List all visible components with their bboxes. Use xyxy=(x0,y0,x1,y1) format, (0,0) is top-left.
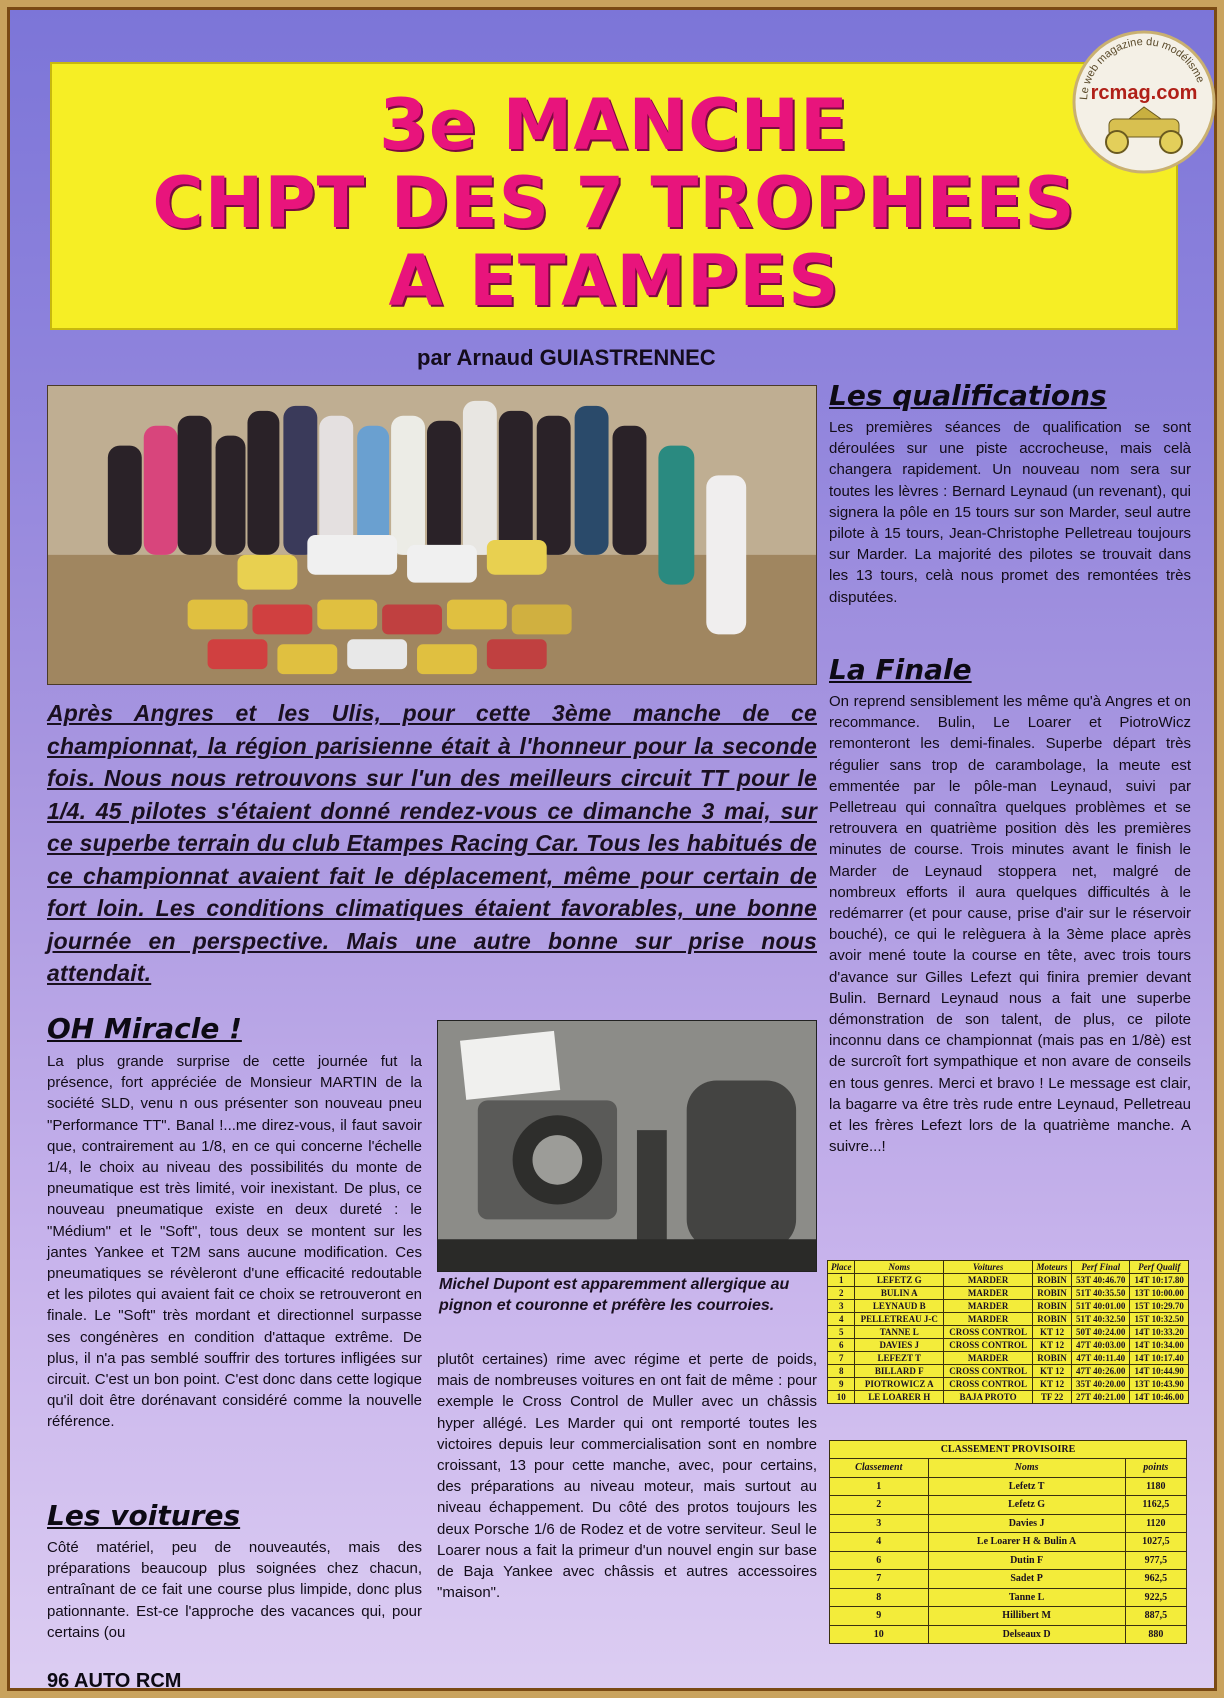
table-cell: MARDER xyxy=(944,1313,1033,1326)
standings-table xyxy=(829,1440,1187,1644)
table-cell: 9 xyxy=(828,1378,855,1391)
table-cell: MARDER xyxy=(944,1274,1033,1287)
table-cell: 51T 40:01.00 xyxy=(1071,1300,1130,1313)
table-cell: MARDER xyxy=(944,1287,1033,1300)
table-row xyxy=(828,1313,1189,1326)
table-cell: 15T 10:29.70 xyxy=(1130,1300,1189,1313)
table-row xyxy=(830,1533,1187,1552)
table-cell: 10 xyxy=(828,1391,855,1404)
table-cell: 962,5 xyxy=(1125,1570,1186,1589)
table-row xyxy=(828,1326,1189,1339)
table-cell: Hillibert M xyxy=(928,1607,1125,1626)
table-cell: DAVIES J xyxy=(855,1339,944,1352)
table-cell: 51T 40:35.50 xyxy=(1071,1287,1130,1300)
table-cell: 1 xyxy=(830,1477,929,1496)
table-cell: CROSS CONTROL xyxy=(944,1339,1033,1352)
table-cell: BILLARD F xyxy=(855,1365,944,1378)
svg-text:Le web magazine du modélisme: Le web magazine du modélisme xyxy=(1077,35,1207,101)
table-cell: 922,5 xyxy=(1125,1588,1186,1607)
table-cell: 10 xyxy=(830,1625,929,1644)
table-cell: 13T 10:43.90 xyxy=(1130,1378,1189,1391)
table-cell: 9 xyxy=(830,1607,929,1626)
article-title xyxy=(52,86,1176,320)
byline: par Arnaud GUIASTRENNEC xyxy=(417,345,716,370)
voitures-text-continued: plutôt certaines) rime avec régime et perte de poids, mais de nombreuses voitures en ont fait de même : pour exemple le Cross Control de Muller avec un châssis hyper allégé. Les Marder qui ont remporté toutes les victoires depuis leur commercialisation sont en nombre croissant, 13 pour cette manche, avec, pour certains, des préparations au niveau moteur, mais surtout au niveau échappement. Du côté des protos toujours les deux Porsche 1/6 de Rodez et de votre serviteur. Seul le Loarer nous a fait la primeur d'un nouvel engin sur base de Baja Yankee avec châssis et autres accessoires "maison". xyxy=(437,1351,817,1602)
table-row xyxy=(830,1588,1187,1607)
table-cell: 880 xyxy=(1125,1625,1186,1644)
photo-caption: Michel Dupont est apparemment allergique au pignon et couronne et préfère les courroies. xyxy=(439,1276,790,1314)
heading-finale: La Finale xyxy=(829,653,972,686)
table-cell: TF 22 xyxy=(1033,1391,1072,1404)
table-cell: BAJA PROTO xyxy=(944,1391,1033,1404)
rcmag-logo xyxy=(1069,27,1219,177)
table-row xyxy=(830,1496,1187,1515)
table-row xyxy=(830,1477,1187,1496)
table-cell: 47T 40:11.40 xyxy=(1071,1352,1130,1365)
table-cell: 15T 10:32.50 xyxy=(1130,1313,1189,1326)
table-row xyxy=(830,1570,1187,1589)
column-header: Noms xyxy=(855,1261,944,1274)
table-cell: 1027,5 xyxy=(1125,1533,1186,1552)
table-cell: 5 xyxy=(828,1326,855,1339)
column-header: Moteurs xyxy=(1033,1261,1072,1274)
table-cell: PELLETREAU J-C xyxy=(855,1313,944,1326)
table-cell: 8 xyxy=(828,1365,855,1378)
column-header: Voitures xyxy=(944,1261,1033,1274)
table-cell: 6 xyxy=(830,1551,929,1570)
table-cell: PIOTROWICZ A xyxy=(855,1378,944,1391)
table-cell: MARDER xyxy=(944,1300,1033,1313)
table-cell: ROBIN xyxy=(1033,1313,1072,1326)
table-cell: 1180 xyxy=(1125,1477,1186,1496)
title-line-2: CHPT DES 7 TROPHEES xyxy=(152,162,1076,244)
table-cell: 2 xyxy=(830,1496,929,1515)
table-cell: CROSS CONTROL xyxy=(944,1378,1033,1391)
qualifications-text: Les premières séances de qualification se sont déroulées sur une piste accrocheuse, mais celà changera rapidement. Un nouveau nom sera sur toutes les lèvres : Bernard Leynaud (un revenant), qui signera la pôle en 15 tours sur son Marder, seul autre pilote à 15 tours, Jean-Christophe Pelletreau toujours sur Marder. La majorité des pilotes se trouvait dans les 13 tours, celà nous promet des remontées très disputées. xyxy=(829,419,1191,606)
table-cell: ROBIN xyxy=(1033,1352,1072,1365)
table-cell: 14T 10:34.00 xyxy=(1130,1339,1189,1352)
standings-header-row xyxy=(830,1459,1187,1478)
column-header: Classement xyxy=(830,1459,929,1478)
results-table xyxy=(827,1260,1189,1404)
table-cell: 7 xyxy=(828,1352,855,1365)
table-row xyxy=(830,1551,1187,1570)
table-row xyxy=(828,1378,1189,1391)
table-cell: Lefetz T xyxy=(928,1477,1125,1496)
heading-qualifications: Les qualifications xyxy=(829,379,1107,412)
heading-voitures: Les voitures xyxy=(47,1499,241,1532)
table-cell: Lefetz G xyxy=(928,1496,1125,1515)
table-row xyxy=(828,1391,1189,1404)
table-cell: LEFEZT T xyxy=(855,1352,944,1365)
table-row xyxy=(830,1514,1187,1533)
table-cell: 8 xyxy=(830,1588,929,1607)
table-row xyxy=(828,1287,1189,1300)
table-cell: KT 12 xyxy=(1033,1339,1072,1352)
table-row xyxy=(828,1274,1189,1287)
buggy-photo xyxy=(437,1020,817,1272)
table-cell: Delseaux D xyxy=(928,1625,1125,1644)
table-row xyxy=(830,1607,1187,1626)
title-line-1: 3e MANCHE xyxy=(379,84,849,166)
table-cell: 3 xyxy=(828,1300,855,1313)
miracle-text: La plus grande surprise de cette journée fut la présence, fort appréciée de Monsieur MARTIN de la société SLD, venu n ous présenter son nouveau pneu "Performance TT". Banal !...me direz-vous, il faut savoir que, contrairement au 1/8, en ce qui concerne l'échelle 1/4, le choix au niveau des possibilités du monte de pneumatique est très limité, voir inexistant. De plus, ce nouveau pneumatique existe en deux dureté : le "Médium" et le "Soft", tous deux se montent sur les jantes Yankee et T2M sans aucune modification. Ces pneumatiques se révèleront d'une efficacité redoutable et les pilotes qui avaient fait ce choix se retrouveront en finale. Le "Soft" très mordant et directionnel surpasse ses congénères en condition d'attaque extrême. De plus, il n'a pas semblé souffrir des tortures infligées sur circuit. C'est un bon point. C'est donc dans cette logique qu'il doit être dorénavant considéré comme la nouvelle référence. xyxy=(47,1053,422,1431)
table-cell: CROSS CONTROL xyxy=(944,1365,1033,1378)
table-cell: 14T 10:17.80 xyxy=(1130,1274,1189,1287)
table-cell: MARDER xyxy=(944,1352,1033,1365)
table-cell: 887,5 xyxy=(1125,1607,1186,1626)
column-header: Place xyxy=(828,1261,855,1274)
table-cell: 4 xyxy=(828,1313,855,1326)
logo-site-text: rcmag.com xyxy=(1090,82,1198,104)
table-row xyxy=(828,1300,1189,1313)
table-cell: ROBIN xyxy=(1033,1300,1072,1313)
table-cell: 3 xyxy=(830,1514,929,1533)
table-cell: LEFETZ G xyxy=(855,1274,944,1287)
table-cell: Tanne L xyxy=(928,1588,1125,1607)
table-cell: LEYNAUD B xyxy=(855,1300,944,1313)
table-cell: 4 xyxy=(830,1533,929,1552)
results-header-row xyxy=(828,1261,1189,1274)
table-row xyxy=(830,1625,1187,1644)
table-cell: TANNE L xyxy=(855,1326,944,1339)
table-cell: 6 xyxy=(828,1339,855,1352)
table-cell: 14T 10:33.20 xyxy=(1130,1326,1189,1339)
table-cell: LE LOARER H xyxy=(855,1391,944,1404)
table-row xyxy=(828,1365,1189,1378)
table-cell: CROSS CONTROL xyxy=(944,1326,1033,1339)
table-cell: 977,5 xyxy=(1125,1551,1186,1570)
intro-paragraph: Après Angres et les Ulis, pour cette 3ème manche de ce championnat, la région parisienne était à l'honneur pour la seconde fois. Nous nous retrouvons sur l'un des meilleurs circuit TT pour le 1/4. 45 pilotes s'étaient donné rendez-vous ce dimanche 3 mai, sur ce superbe terrain du club Etampes Racing Car. Tous les habitués de ce championnat avaient fait le déplacement, même pour certain de fort loin. Les conditions climatiques étaient favorables, une bonne journée en perspective. Mais une autre bonne sur prise nous attendait. xyxy=(47,700,817,986)
table-cell: 14T 10:17.40 xyxy=(1130,1352,1189,1365)
table-row xyxy=(828,1352,1189,1365)
voitures-text: Côté matériel, peu de nouveautés, mais des préparations beaucoup plus soignées chez chacun, entraînant de ce fait une course plus limpide, donc plus pationnante. Est-ce l'approche des vacances qui, pour certains (ou xyxy=(47,1539,422,1641)
table-cell: KT 12 xyxy=(1033,1365,1072,1378)
column-header: Noms xyxy=(928,1459,1125,1478)
column-header: points xyxy=(1125,1459,1186,1478)
column-header: Perf Qualif xyxy=(1130,1261,1189,1274)
table-cell: 27T 40:21.00 xyxy=(1071,1391,1130,1404)
group-photo xyxy=(47,385,817,685)
table-cell: Le Loarer H & Bulin A xyxy=(928,1533,1125,1552)
table-cell: 35T 40:20.00 xyxy=(1071,1378,1130,1391)
page-footer: 96 AUTO RCM xyxy=(47,1670,182,1692)
column-header: Perf Final xyxy=(1071,1261,1130,1274)
table-cell: 53T 40:46.70 xyxy=(1071,1274,1130,1287)
standings-title: CLASSEMENT PROVISOIRE xyxy=(830,1441,1187,1459)
table-cell: ROBIN xyxy=(1033,1287,1072,1300)
table-cell: 13T 10:00.00 xyxy=(1130,1287,1189,1300)
table-cell: 14T 10:44.90 xyxy=(1130,1365,1189,1378)
table-cell: 51T 40:32.50 xyxy=(1071,1313,1130,1326)
title-line-3: A ETAMPES xyxy=(388,240,840,322)
table-cell: KT 12 xyxy=(1033,1378,1072,1391)
table-cell: 1162,5 xyxy=(1125,1496,1186,1515)
table-cell: BULIN A xyxy=(855,1287,944,1300)
table-cell: 2 xyxy=(828,1287,855,1300)
table-cell: Dutin F xyxy=(928,1551,1125,1570)
heading-miracle: OH Miracle ! xyxy=(47,1012,242,1045)
table-cell: KT 12 xyxy=(1033,1326,1072,1339)
table-cell: 50T 40:24.00 xyxy=(1071,1326,1130,1339)
table-cell: 1 xyxy=(828,1274,855,1287)
title-banner xyxy=(50,62,1178,330)
table-cell: 14T 10:46.00 xyxy=(1130,1391,1189,1404)
table-cell: Davies J xyxy=(928,1514,1125,1533)
table-cell: 47T 40:03.00 xyxy=(1071,1339,1130,1352)
table-cell: 1120 xyxy=(1125,1514,1186,1533)
table-cell: 7 xyxy=(830,1570,929,1589)
table-cell: Sadet P xyxy=(928,1570,1125,1589)
table-cell: ROBIN xyxy=(1033,1274,1072,1287)
table-cell: 47T 40:26.00 xyxy=(1071,1365,1130,1378)
finale-text: On reprend sensiblement les même qu'à Angres et on recommance. Bulin, Le Loarer et PiotroWicz remonteront les demi-finales. Superbe départ très régulier sans trop de carambolage, la meute est emmentée par le pôle-man Leynaud, suivi par Pelletreau qui connaîtra quelques problèmes et se retrouvera en quatrième position dès les premières minutes de course. Trois minutes avant le finish le Marder de Leynaud stoppera net, malgré de nombreux efforts il aura quelques difficultés à le redémarrer (et pour cause, prise d'air sur le réservoir bouché), ce qui le relèguera à la 3ème place après avoir mené toute la course en tête, avec trois tours d'avance sur Gilles Lefezt qui finira premier devant Bulin. Bernard Leynaud nous a fait une superbe démonstration de son talent, de plus, ce pilote inconnu dans ce championnat (mais pas en 1/8è) est de surcroît fort sympathique et non avare de conseils en tous genres. Merci et bravo ! Le message est clair, la bagarre va être très rude entre Leynaud, Pelletreau et les frères Lefezt lors de la quatrième manche. A suivre...! xyxy=(829,693,1191,1156)
table-row xyxy=(828,1339,1189,1352)
